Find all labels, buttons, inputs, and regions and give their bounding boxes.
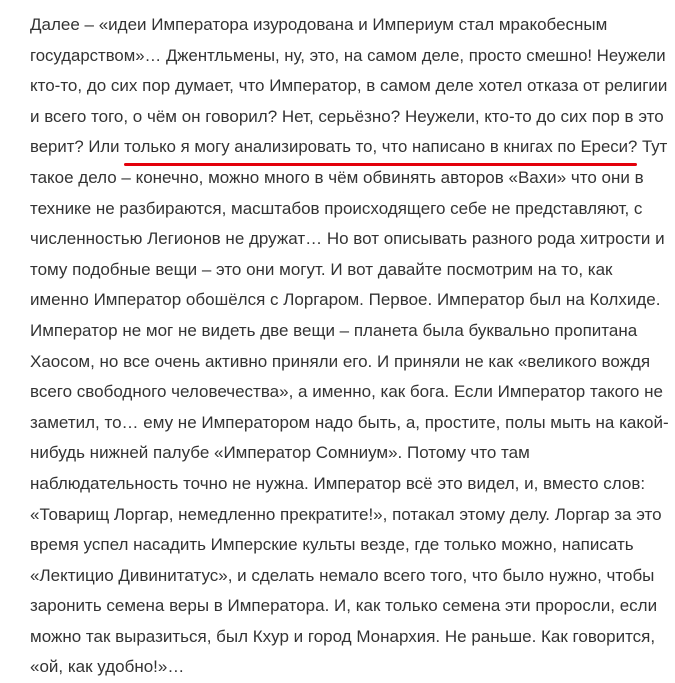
- text-line: заметил, то… ему не Императором надо быть, а, простите, полы мыть на какой-: [30, 412, 669, 432]
- text-segment: Тут: [637, 137, 668, 157]
- underlined-text: только я могу анализировать то, что написано в книгах по Ереси?: [124, 137, 638, 157]
- text-segment: верит? Или: [30, 137, 125, 157]
- text-line: Далее – «идеи Императора изуродована и Империум стал мракобесным: [30, 15, 608, 34]
- text-line: «Товарищ Лоргар, немедленно прекратите!», потакал этому делу. Лоргар за это: [30, 504, 662, 524]
- text-line: государством»… Джентльмены, ну, это, на самом деле, просто смешно! Неужели: [30, 45, 666, 65]
- text-line: «Лектицио Дивинитатус», и сделать немало всего того, что было нужно, чтобы: [30, 565, 655, 585]
- article-text: [30, 10, 670, 683]
- text-line: наблюдательность точно не нужна. Император всё это видел, и, вместо слов:: [30, 473, 646, 493]
- text-line-highlighted: [30, 132, 670, 163]
- text-line: «ой, как удобно!»…: [30, 657, 185, 677]
- text-line: тому подобные вещи – это они могут. И вот давайте посмотрим на то, как: [30, 259, 613, 279]
- text-line: всего свободного человечества», а именно, как бога. Если Император такого не: [30, 382, 663, 402]
- text-line: заронить семена веры в Императора. И, как только семена эти проросли, если: [30, 596, 658, 616]
- text-line: Хаосом, но все очень активно приняли его. И приняли не как «великого вождя: [30, 351, 651, 371]
- text-line: технике не разбираются, масштабов происходящего себе не представляют, с: [30, 198, 643, 218]
- text-line: нибудь нижней палубе «Император Сомниум». Потому что там: [30, 443, 530, 463]
- text-line: такое дело – конечно, можно много в чём обвинять авторов «Вахи» что они в: [30, 167, 644, 187]
- text-line: численностью Легионов не дружат… Но вот описывать разного рода хитрости и: [30, 229, 665, 249]
- text-line: Император не мог не видеть две вещи – планета была буквально пропитана: [30, 320, 638, 340]
- text-line: кто-то, до сих пор думает, что Император, в самом деле хотел отказа от религии: [30, 76, 668, 96]
- red-underline-mark: [124, 163, 637, 166]
- text-line: время успел насадить Имперские культы везде, где только можно, написать: [30, 535, 634, 555]
- text-line: и всего того, о чём он говорил? Нет, серьёзно? Неужели, кто-то до сих пор в это: [30, 106, 664, 126]
- text-line: можно так выразиться, был Кхур и город Монархия. Не раньше. Как говорится,: [30, 626, 656, 646]
- underlined-quote: [124, 132, 637, 163]
- text-line: именно Император обошёлся с Лоргаром. Первое. Император был на Колхиде.: [30, 290, 661, 310]
